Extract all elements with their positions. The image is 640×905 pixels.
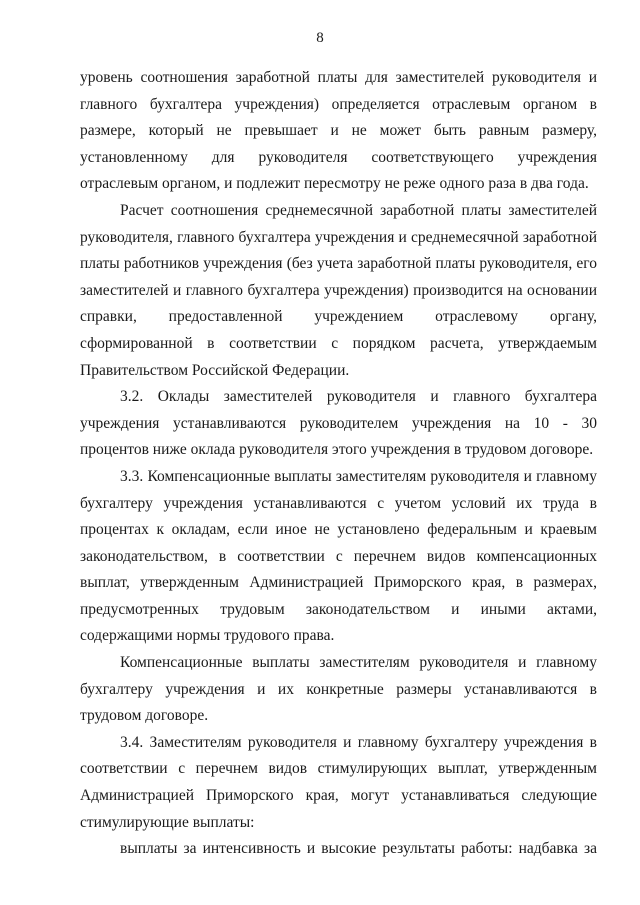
paragraph-3-2: 3.2. Оклады заместителей руководителя и главного бухгалтера учреждения устанавливаются руководителем учреждения на 10 - 30 процентов ниже оклада руководителя этого учреждения в трудовом договоре. bbox=[80, 388, 597, 459]
paragraph-3-3: 3.3. Компенсационные выплаты заместителям руководителя и главному бухгалтеру учреждения устанавливаются с учетом условий их труда в процентах к окладам, если иное не установлено федеральным и краевым законодательством, в соответствии с перечнем видов компенсационных выплат, утвержденным Администрацией Приморского края, в размерах, предусмотренных трудовым законодательством и иными актами, содержащими нормы трудового права. bbox=[80, 467, 597, 645]
document-body bbox=[80, 65, 597, 863]
paragraph-3-4: 3.4. Заместителям руководителя и главному бухгалтеру учреждения в соответствии с перечнем видов стимулирующих выплат, утвержденным Администрацией Приморского края, могут устанавливаться следующие стимулирующие выплаты: bbox=[80, 733, 597, 831]
paragraph-salary-ratio-calculation: Расчет соотношения среднемесячной заработной платы заместителей руководителя, главного бухгалтера учреждения и среднемесячной заработной платы работников учреждения (без учета заработной платы руководителя, его заместителей и главного бухгалтера учреждения) производится на основании справки, предоставленной учреждением отраслевому органу, сформированной в соответствии с порядком расчета, утверждаемым Правительством Российской Федерации. bbox=[80, 201, 597, 379]
paragraph-compensation-amounts: Компенсационные выплаты заместителям руководителя и главному бухгалтеру учреждения и их конкретные размеры устанавливаются в трудовом договоре. bbox=[80, 654, 597, 725]
paragraph-continuation: уровень соотношения заработной платы для заместителей руководителя и главного бухгалтера учреждения) определяется отраслевым органом в размере, который не превышает и не может быть равным размеру, установленному для руководителя соответствующего учреждения отраслевым органом, и подлежит пересмотру не реже одного раза в два года. bbox=[80, 69, 597, 193]
paragraph-intensity-payments: выплаты за интенсивность и высокие результаты работы: надбавка за bbox=[120, 840, 597, 858]
page-number: 8 bbox=[316, 30, 324, 46]
